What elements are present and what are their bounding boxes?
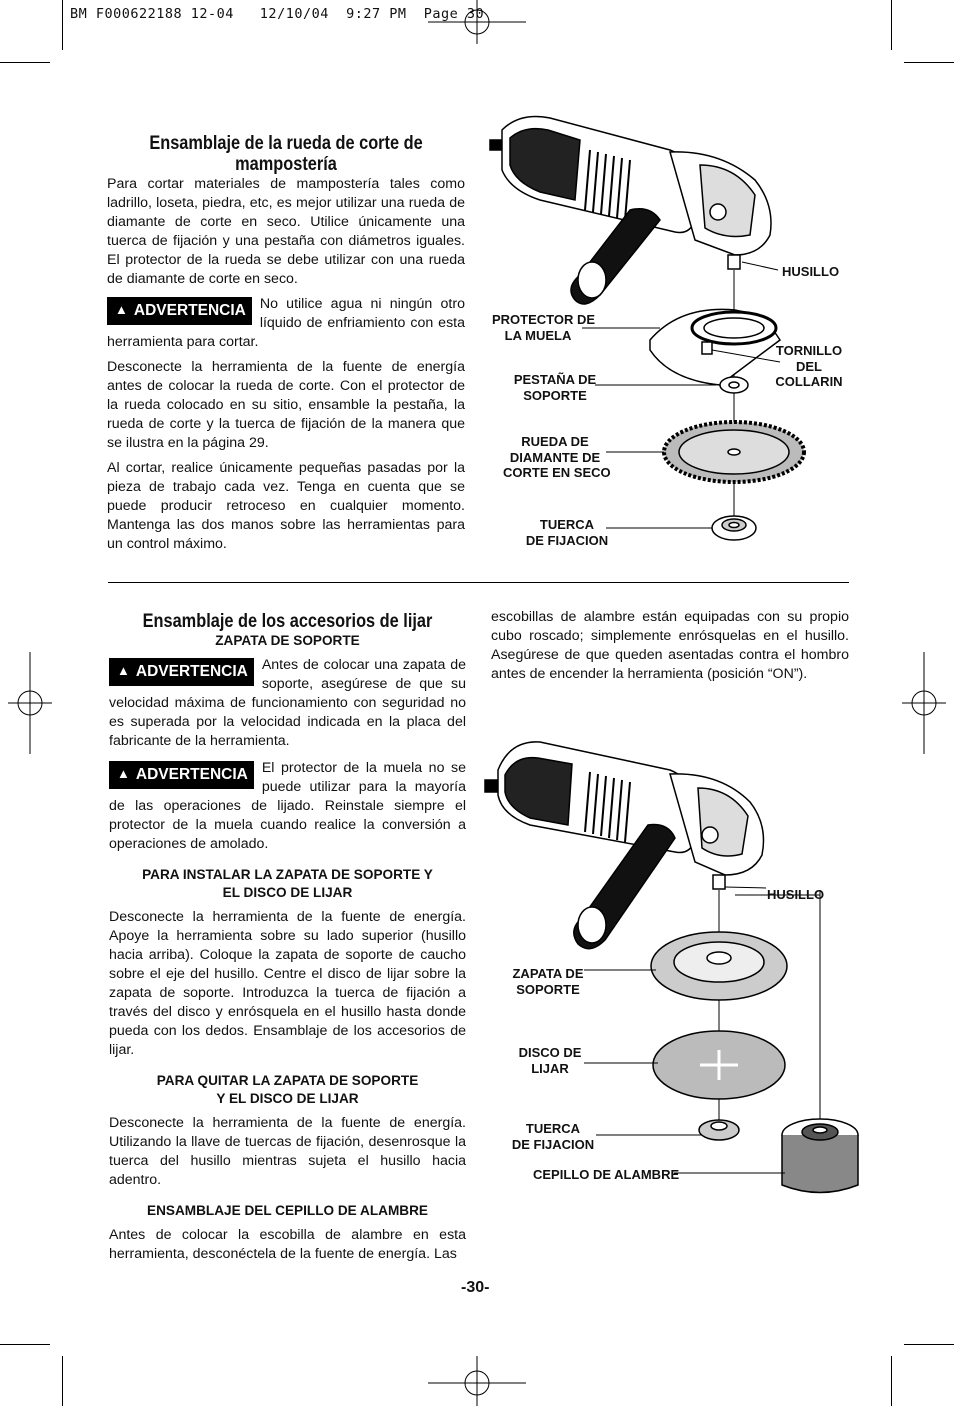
callout-husillo: HUSILLO <box>767 887 825 902</box>
paragraph: Desconecte la herramienta de la fuente de energía. Apoye la herramienta sobre su lado superior (husillo hacia arriba). Coloque la zapata de soporte de caucho sobre el eje del husillo. Centre el disco de lijar sobre la zapata de soporte. Introduzca la tuerca de fijación a través del disco y enrósquela en el husillo hasta donde pueda con los dedos. Ensamblaje de los accesorios de lijar. <box>109 909 466 1058</box>
section-title-masonry: Ensamblaje de la rueda de corte de mampostería <box>149 133 423 175</box>
paragraph: escobillas de alambre están equipadas con su propio cubo roscado; simplemente enrósquelas en el husillo. Asegúrese de que queden asentadas contra el hombro antes de encender la herramienta (posición “ON”). <box>491 609 849 682</box>
warning-triangle-icon: ▲ <box>115 302 128 317</box>
subheading-zapata: ZAPATA DE SOPORTE <box>215 633 360 648</box>
callout-pestana: PESTAÑA DE SOPORTE <box>513 372 597 403</box>
paragraph: Al cortar, realice únicamente pequeñas pasadas por la pieza de trabajo cada vez. Tenga en cuenta que se puede producir retroceso en cualquier momento. Mantenga las dos manos sobre las herramientas para un control máximo. <box>107 460 465 552</box>
warning-paragraph: ▲ ADVERTENCIA Antes de colocar una zapata de soporte, asegúrese de que su velocidad máxima de funcionamiento con seguridad no es superada por la velocidad indicada en la placa del fabricante de la herramienta. <box>109 657 466 749</box>
callout-protector: PROTECTOR DE LA MUELA <box>492 312 596 343</box>
section-sanding-accessories <box>109 611 466 1270</box>
warning-paragraph: ▲ ADVERTENCIA El protector de la muela no se puede utilizar para la mayoría de las operaciones de lijado. Reinstale siempre el protector de la muela cuando realice la conversión a operaciones de amolado. <box>109 760 466 852</box>
section-divider <box>108 582 849 583</box>
paragraph: Desconecte la herramienta de la fuente de energía. Utilizando la llave de tuercas de fijación, desenrosque la tuerca del husillo mientras sujeta el husillo hacia adentro. <box>109 1115 466 1188</box>
warning-paragraph: ▲ ADVERTENCIA No utilice agua ni ningún otro líquido de enfriamiento con esta herramienta para cortar. <box>107 296 465 350</box>
paragraph: Desconecte la herramienta de la fuente de energía antes de colocar la rueda de corte. Con el protector de la rueda colocado en su sitio, ensamble la pestaña, la rueda de corte y la tuerca de fijación de la manera que se ilustra en la página 29. <box>107 359 465 451</box>
paragraph: Antes de colocar la escobilla de alambre en esta herramienta, desconéctela de la fuente de energía. Las <box>109 1227 466 1262</box>
page-number: -30- <box>461 1279 490 1296</box>
subheading-cepillo: ENSAMBLAJE DEL CEPILLO DE ALAMBRE <box>147 1203 428 1218</box>
warning-badge: ▲ ADVERTENCIA <box>109 761 254 789</box>
callout-tuerca: TUERCA DE FIJACION <box>511 1121 595 1152</box>
warning-triangle-icon: ▲ <box>117 663 130 678</box>
warning-badge: ▲ ADVERTENCIA <box>107 297 252 325</box>
paragraph: Para cortar materiales de mampostería tales como ladrillo, loseta, piedra, etc, es mejor utilizar una rueda de diamante de corte en seco. Utilice únicamente una tuerca de fijación y una pestaña con diámetros iguales. El protector de la rueda se debe utilizar con una rueda de diamante de corte en seco. <box>107 176 465 287</box>
section-sanding-continued <box>491 608 849 690</box>
subheading-quitar: PARA QUITAR LA ZAPATA DE SOPORTE Y EL DISCO DE LIJAR <box>156 1073 419 1106</box>
warning-badge: ▲ ADVERTENCIA <box>109 658 254 686</box>
warning-triangle-icon: ▲ <box>117 766 130 781</box>
section-masonry-wheel <box>107 133 465 560</box>
callout-tornillo: TORNILLO DEL COLLARIN <box>775 343 843 389</box>
callout-rueda: RUEDA DE DIAMANTE DE CORTE EN SECO <box>503 434 611 480</box>
callout-zapata: ZAPATA DE SOPORTE <box>512 966 584 997</box>
subheading-instalar: PARA INSTALAR LA ZAPATA DE SOPORTE Y EL DISCO DE LIJAR <box>142 867 433 900</box>
callout-husillo: HUSILLO <box>782 264 840 279</box>
print-slug: BM F000622188 12-04 12/10/04 9:27 PM Page 30 <box>70 6 485 22</box>
callout-cepillo: CEPILLO DE ALAMBRE <box>533 1167 680 1182</box>
callout-disco: DISCO DE LIJAR <box>518 1045 582 1076</box>
callout-tuerca: TUERCA DE FIJACION <box>525 517 609 548</box>
section-title-sanding: Ensamblaje de los accesorios de lijar <box>142 611 433 632</box>
